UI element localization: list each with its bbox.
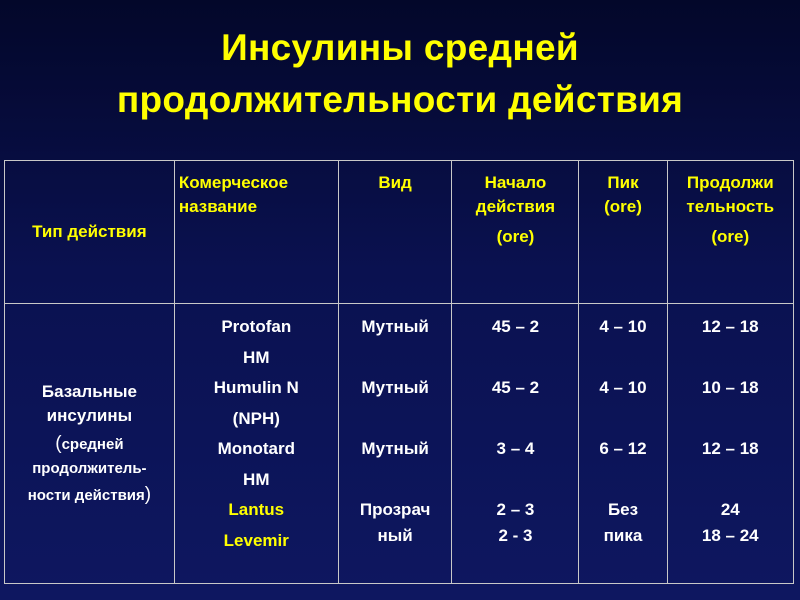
type-line4: продолжитель- <box>32 459 147 477</box>
type-close-paren: ) <box>144 483 152 505</box>
name-item: HM <box>243 347 270 367</box>
kind-item: Мутный <box>361 317 429 336</box>
peak-item: 4 – 10 <box>599 378 647 397</box>
cell-type <box>5 304 175 584</box>
onset-item <box>456 465 574 496</box>
peak-item <box>583 465 662 496</box>
kind-item <box>343 404 448 435</box>
peak-item <box>583 343 662 374</box>
header-onset-line1: Начало <box>484 173 547 192</box>
name-item-highlight: Lantus <box>228 500 285 519</box>
type-open-paren: ( <box>55 432 62 454</box>
cell-kinds <box>338 304 452 584</box>
kind-item: Прозрач <box>359 500 431 519</box>
type-line2: инсулины <box>46 405 133 425</box>
kind-item <box>343 465 448 496</box>
table-row <box>5 304 794 584</box>
header-type-label: Тип действия <box>32 222 147 241</box>
cell-onset <box>452 304 579 584</box>
table-header-row <box>5 161 794 304</box>
peak-item <box>583 404 662 435</box>
name-item: HM <box>243 469 270 489</box>
duration-item: 12 – 18 <box>701 439 759 458</box>
header-name-line2: название <box>178 197 258 216</box>
peak-item: 6 – 12 <box>599 439 647 458</box>
title-line-2: продолжительности действия <box>116 79 684 120</box>
header-kind <box>338 161 452 304</box>
onset-item <box>456 343 574 374</box>
duration-item <box>672 404 789 435</box>
peak-item: 4 – 10 <box>599 317 647 336</box>
duration-item: 10 – 18 <box>701 378 759 397</box>
onset-item <box>456 404 574 435</box>
header-name <box>174 161 338 304</box>
type-line5-wrap <box>9 483 170 508</box>
type-line3-wrap <box>9 432 170 457</box>
header-type <box>5 161 175 304</box>
name-item: Protofan <box>221 317 292 336</box>
onset-item: 2 – 3 <box>496 500 535 519</box>
name-item: Monotard <box>217 439 295 458</box>
onset-item: 3 – 4 <box>496 439 535 458</box>
header-onset-line3: (ore) <box>496 227 535 246</box>
insulin-table <box>4 160 794 584</box>
cell-duration <box>667 304 793 584</box>
page-title <box>0 22 800 126</box>
type-line5: ности действия <box>27 486 145 504</box>
header-onset <box>452 161 579 304</box>
title-line-1: Инсулины средней <box>221 27 579 68</box>
cell-names <box>174 304 338 584</box>
name-item: Humulin N <box>213 378 299 397</box>
header-name-line1: Комерческое <box>178 173 289 192</box>
header-kind-label: Вид <box>378 173 412 192</box>
kind-item: Мутный <box>361 378 429 397</box>
kind-item <box>343 343 448 374</box>
cell-peak <box>579 304 667 584</box>
duration-item <box>672 343 789 374</box>
header-duration-line3: (ore) <box>711 227 750 246</box>
header-onset-line2: действия <box>475 197 556 216</box>
kind-item: ный <box>377 525 413 545</box>
type-line1: Базальные <box>41 381 137 401</box>
kind-item: Мутный <box>361 439 429 458</box>
name-item-highlight: Levemir <box>223 530 289 550</box>
header-duration-line2: тельность <box>686 197 775 216</box>
peak-item: пика <box>603 525 643 545</box>
type-line3: средней <box>61 435 124 453</box>
duration-item: 24 <box>720 500 740 519</box>
duration-item: 12 – 18 <box>701 317 759 336</box>
peak-item: Без <box>607 500 639 519</box>
header-peak-line1: Пик <box>607 173 639 192</box>
name-item: (NPH) <box>232 408 280 428</box>
onset-item: 45 – 2 <box>491 317 540 336</box>
onset-item: 45 – 2 <box>491 378 540 397</box>
duration-item: 18 – 24 <box>701 525 759 545</box>
header-duration-line1: Продолжи <box>686 173 774 192</box>
header-peak <box>579 161 667 304</box>
header-peak-line2: (ore) <box>604 197 642 216</box>
duration-item <box>672 465 789 496</box>
onset-item: 2 - 3 <box>498 525 533 545</box>
header-duration <box>667 161 793 304</box>
